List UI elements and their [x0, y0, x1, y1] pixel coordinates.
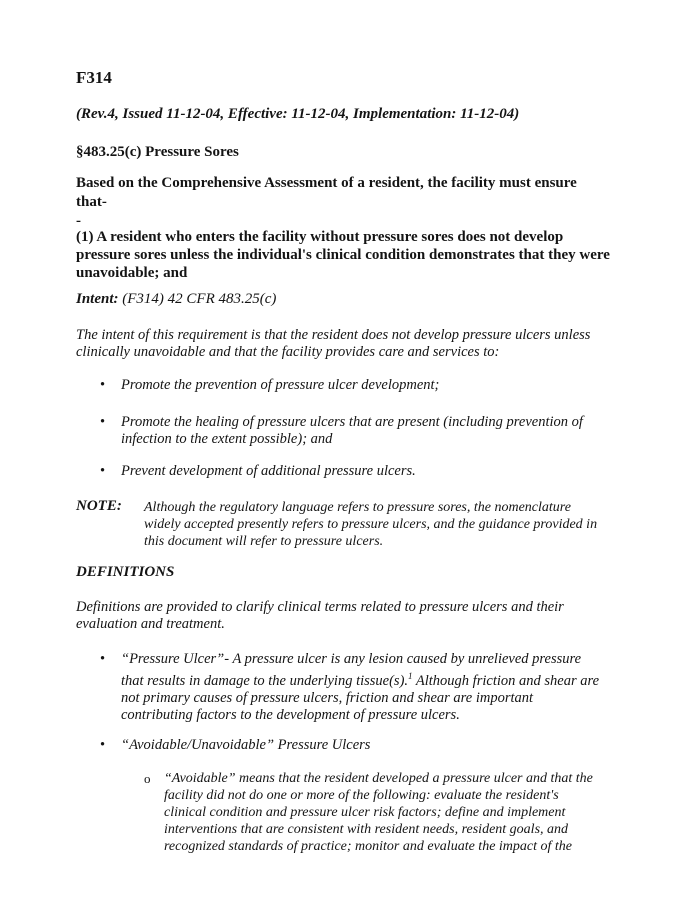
bullet-icon: • [100, 651, 106, 667]
tag-code: F314 [76, 68, 112, 87]
bullet-icon: • [100, 414, 106, 430]
based-on-text: Based on the Comprehensive Assessment of a resident, the facility must ensure that- [76, 175, 577, 210]
intent-heading [76, 291, 276, 308]
bullet-icon: • [100, 737, 106, 753]
based-on-dash: - [76, 213, 81, 229]
list-item-text: Promote the prevention of pressure ulcer development; [121, 377, 440, 393]
definitions-intro: Definitions are provided to clarify clinical terms related to pressure ulcers and their evaluation and treatment. [76, 599, 564, 632]
revision-line: (Rev.4, Issued 11-12-04, Effective: 11-12-04, Implementation: 11-12-04) [76, 106, 520, 122]
intent-paragraph: The intent of this requirement is that the resident does not develop pressure ulcers unless clinically unavoidable and that the facility provides care and services to: [76, 327, 591, 360]
definition-term: “Pressure Ulcer” [121, 651, 225, 667]
intent-citation: (F314) 42 CFR 483.25(c) [122, 291, 277, 307]
definition-term: “Avoidable/Unavoidable” Pressure Ulcers [121, 737, 371, 753]
intent-label: Intent: [76, 291, 119, 307]
definition-text: “Pressure Ulcer”- A pressure ulcer is any lesion caused by unrelieved pressure that results in damage to the underlying tissue(s).$^1$ Although friction and shear are not primary causes of pressure ulcers, friction and shear are important contributing factors to the development of pressure ulcers. [121, 651, 600, 723]
based-on-statement [76, 174, 606, 231]
footnote-marker: 1 [408, 671, 413, 681]
list-item-text: Prevent development of additional pressure ulcers. [121, 463, 416, 479]
section-heading: §483.25(c) Pressure Sores [76, 144, 239, 160]
bullet-icon: • [100, 463, 106, 479]
definitions-heading: DEFINITIONS [76, 564, 175, 580]
list-item-text: Promote the healing of pressure ulcers that are present (including prevention of infection to the extent possible); and [121, 414, 583, 447]
bullet-icon: • [100, 377, 106, 393]
sub-list-item-text: “Avoidable” means that the resident developed a pressure ulcer and that the facility did not do one or more of the following: evaluate the resident's clinical condition and pressure ulcer risk factors; define and implement interventions that are consistent with resident needs, resident goals, and recognized standards of practice; monitor and evaluate the impact of the [164, 771, 593, 854]
note-label: NOTE: [76, 498, 122, 514]
requirement-paragraph: (1) A resident who enters the facility without pressure sores does not develop pressure sores unless the individual's clinical condition demonstrates that they were unavoidable; and [76, 229, 610, 281]
note-text: Although the regulatory language refers to pressure sores, the nomenclature widely accepted presently refers to pressure ulcers, and the guidance provided in this document will refer to pressure ulcers. [144, 500, 598, 549]
circle-bullet-icon: o [144, 771, 151, 786]
